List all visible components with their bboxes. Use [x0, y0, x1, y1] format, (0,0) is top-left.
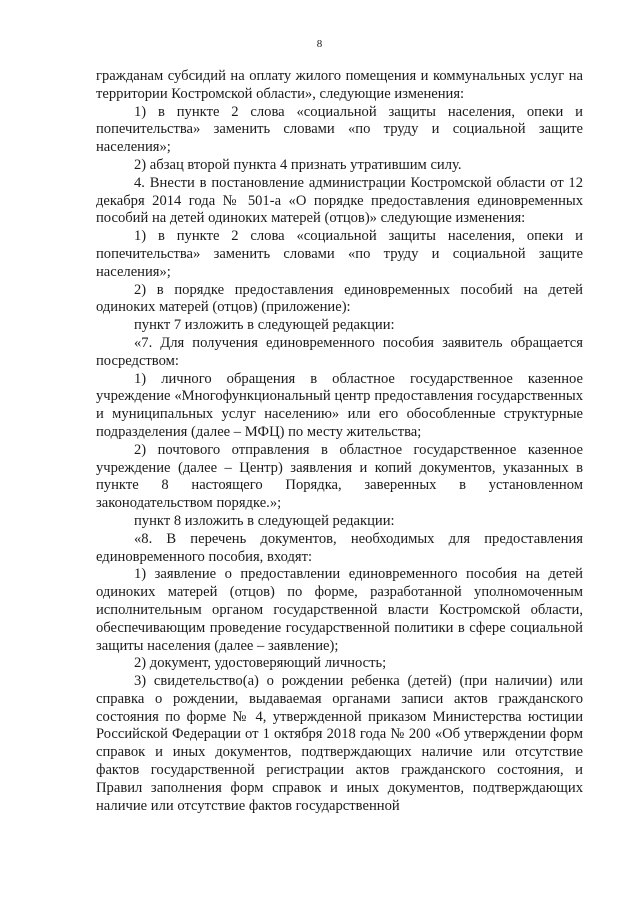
- paragraph: 3) свидетельство(а) о рождении ребенка (детей) (при наличии) или справка о рождении, выдаваемая органами записи актов гражданского состояния по форме № 4, утвержденной приказом Министерства юстиции Российской Федерации от 1 октября 2018 года № 200 «Об утверждении форм справок и иных документов, подтверждающих наличие или отсутствие фактов государственной регистрации актов гражданского состояния, и Правил заполнения форм справок и иных документов, подтверждающих наличие или отсутствие фактов государственной: [96, 673, 583, 814]
- paragraph: 1) в пункте 2 слова «социальной защиты населения, опеки и попечительства» заменить словами «по труду и социальной защите населения»;: [96, 103, 583, 156]
- paragraph: «8. В перечень документов, необходимых для предоставления единовременного пособия, входят:: [96, 530, 583, 565]
- paragraph: 2) документ, удостоверяющий личность;: [134, 655, 387, 672]
- paragraph: гражданам субсидий на оплату жилого помещения и коммунальных услуг на территории Костромской области», следующие изменения:: [96, 68, 583, 102]
- paragraph: 2) абзац второй пункта 4 признать утратившим силу.: [134, 156, 462, 173]
- paragraph: 2) почтового отправления в областное государственное казенное учреждение (далее – Центр) заявления и копий документов, указанных в пункте 8 настоящего Порядка, заверенных в установленном законодательством порядке.»;: [96, 441, 583, 512]
- paragraph: 1) личного обращения в областное государственное казенное учреждение «Многофункциональный центр предоставления государственных и муниципальных услуг населению» или его обособленные структурные подразделения (далее – МФЦ) по месту жительства;: [96, 370, 583, 440]
- page-number: 8: [316, 38, 323, 50]
- paragraph: 2) в порядке предоставления единовременных пособий на детей одиноких матерей (отцов) (приложение):: [96, 281, 583, 316]
- paragraph: пункт 8 изложить в следующей редакции:: [134, 512, 395, 529]
- paragraph: 1) в пункте 2 слова «социальной защиты населения, опеки и попечительства» заменить словами «по труду и социальной защите населения»;: [96, 228, 583, 280]
- body-text: [96, 68, 583, 815]
- paragraph: 4. Внести в постановление администрации Костромской области от 12 декабря 2014 года № 501-а «О порядке предоставления единовременных пособий на детей одиноких матерей (отцов)» следующие изменения:: [96, 174, 583, 227]
- paragraph: «7. Для получения единовременного пособия заявитель обращается посредством:: [96, 334, 583, 369]
- paragraph: пункт 7 изложить в следующей редакции:: [134, 317, 395, 334]
- paragraph: 1) заявление о предоставлении единовременного пособия на детей одиноких матерей (отцов) по форме, разработанной уполномоченным исполнительным органом государственной власти Костромской области, обеспечивающим проведение государственной политики в сфере социальной защиты населения (далее – заявление);: [96, 566, 583, 654]
